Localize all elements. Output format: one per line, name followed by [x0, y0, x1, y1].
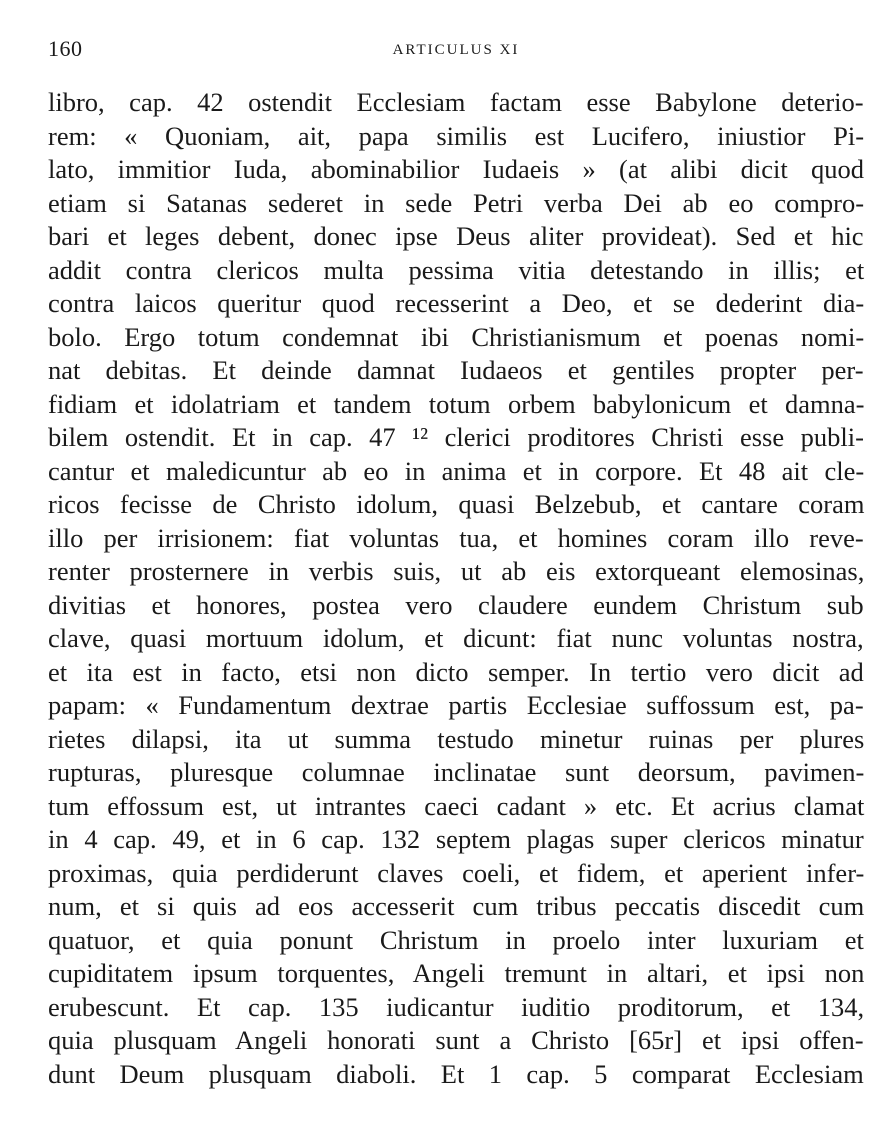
running-title: ARTICULUS XI — [392, 42, 520, 58]
text-line: ricos fecisse de Christo idolum, quasi Belzebub, et cantare coram — [48, 489, 865, 519]
text-line: lato, immitior Iuda, abominabilior Iudaeis » (at alibi dicit quod — [48, 154, 865, 184]
text-line: in 4 cap. 49, et in 6 cap. 132 septem plagas super clericos minatur — [48, 824, 864, 854]
text-line: renter prosternere in verbis suis, ut ab eis extorqueant elemosinas, — [48, 556, 865, 586]
text-line: dunt Deum plusquam diaboli. Et 1 cap. 5 comparat Ecclesiam — [48, 1058, 864, 1089]
text-line: nat debitas. Et deinde damnat Iudaeos et gentiles propter per- — [48, 355, 864, 385]
text-line: papam: « Fundamentum dextrae partis Ecclesiae suffossum est, pa- — [48, 690, 864, 720]
text-line: addit contra clericos multa pessima vitia detestando in illis; et — [48, 254, 865, 285]
text-line: contra laicos queritur quod recesserint a Deo, et se dederint dia- — [48, 288, 865, 318]
text-line: clave, quasi mortuum idolum, et dicunt: fiat nunc voluntas nostra, — [48, 623, 864, 653]
text-line: bolo. Ergo totum condemnat ibi Christianismum et poenas nomi- — [48, 321, 865, 352]
text-line: tum effossum est, ut intrantes caeci cadant » etc. Et acrius clamat — [48, 790, 865, 821]
text-line: rupturas, pluresque columnae inclinatae sunt deorsum, pavimen- — [48, 757, 865, 787]
text-line: cupiditatem ipsum torquentes, Angeli tremunt in altari, et ipsi non — [48, 958, 865, 988]
text-line: cantur et maledicuntur ab eo in anima et in corpore. Et 48 ait cle- — [48, 455, 865, 486]
text-line: bari et leges debent, donec ipse Deus aliter provideat). Sed et hic — [48, 221, 864, 251]
text-line: et ita est in facto, etsi non dicto semper. In tertio vero dicit ad — [48, 656, 864, 687]
running-head — [48, 36, 864, 62]
body-text — [48, 86, 864, 1091]
text-line: libro, cap. 42 ostendit Ecclesiam factam esse Babylone deterio- — [48, 87, 864, 117]
text-line: rietes dilapsi, ita ut summa testudo minetur ruinas per plures — [48, 723, 865, 754]
text-line: fidiam et idolatriam et tandem totum orbem babylonicum et damna- — [48, 388, 865, 419]
text-line: bilem ostendit. Et in cap. 47 ¹² clerici proditores Christi esse publi- — [48, 422, 864, 452]
text-line: quatuor, et quia ponunt Christum in proelo inter luxuriam et — [48, 924, 864, 955]
text-line: illo per irrisionem: fiat voluntas tua, et homines coram illo reve- — [48, 522, 864, 553]
text-line: quia plusquam Angeli honorati sunt a Christo [65r] et ipsi offen- — [48, 1025, 864, 1055]
text-line: etiam si Satanas sederet in sede Petri verba Dei ab eo compro- — [48, 187, 865, 218]
text-line: num, et si quis ad eos accesserit cum tribus peccatis discedit cum — [48, 891, 865, 921]
text-line: erubescunt. Et cap. 135 iudicantur iuditio proditorum, et 134, — [48, 991, 865, 1022]
text-line: divitias et honores, postea vero claudere eundem Christum sub — [48, 589, 864, 620]
text-line: rem: « Quoniam, ait, papa similis est Lucifero, iniustior Pi- — [48, 120, 865, 151]
text-line: proximas, quia perdiderunt claves coeli, et fidem, et aperient infer- — [48, 857, 865, 888]
page-number: 160 — [48, 36, 83, 61]
